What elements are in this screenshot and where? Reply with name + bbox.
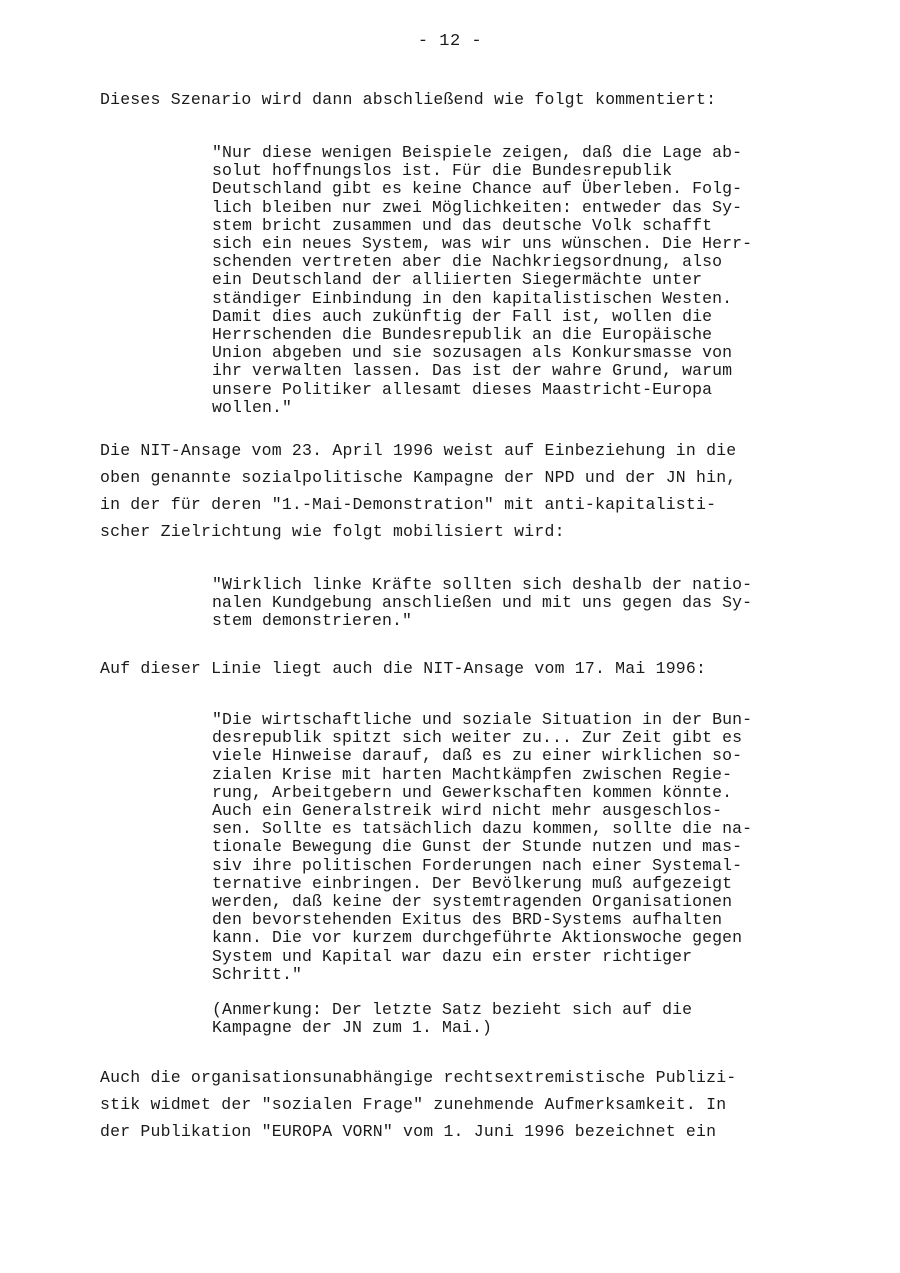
quote-line: ein Deutschland der alliierten Siegermächte unter (212, 270, 703, 290)
quote-line: rung, Arbeitgebern und Gewerkschaften kommen könnte. (212, 782, 733, 802)
text-line: Dieses Szenario wird dann abschließend wie folgt kommentiert: (100, 90, 717, 109)
text-line: in der für deren "1.-Mai-Demonstration" mit anti-kapitalisti- (100, 495, 717, 514)
text-line: Die NIT-Ansage vom 23. April 1996 weist auf Einbeziehung in die (100, 441, 737, 460)
quote-line: lich bleiben nur zwei Möglichkeiten: entweder das Sy- (212, 197, 743, 217)
quote-line: "Nur diese wenigen Beispiele zeigen, daß die Lage ab- (212, 143, 743, 162)
quote-line: ständiger Einbindung in den kapitalistischen Westen. (212, 288, 733, 308)
quote-line: sen. Sollte es tatsächlich dazu kommen, sollte die na- (212, 819, 753, 839)
quote-line: sich ein neues System, was wir uns wünschen. Die Herr- (212, 234, 753, 254)
quote-block-3 (212, 711, 822, 984)
quote-block-2 (212, 576, 822, 631)
quote-line: System und Kapital war dazu ein erster richtiger (212, 946, 693, 966)
quote-line: solut hoffnungslos ist. Für die Bundesrepublik (212, 161, 673, 181)
quote-line: stem bricht zusammen und das deutsche Volk schafft (212, 215, 713, 235)
quote-line: wollen." (212, 397, 293, 417)
quote-line: Schritt." (212, 964, 303, 984)
quote-line: Union abgeben und sie sozusagen als Konkursmasse von (212, 343, 733, 363)
quote-block-1 (212, 144, 822, 417)
text-line: der Publikation "EUROPA VORN" vom 1. Juni 1996 bezeichnet ein (100, 1122, 717, 1141)
quote-line: Damit dies auch zukünftig der Fall ist, wollen die (212, 306, 713, 326)
paragraph-3 (100, 655, 820, 682)
note-line: Kampagne der JN zum 1. Mai.) (212, 1018, 493, 1038)
quote-line: desrepublik spitzt sich weiter zu... Zur Zeit gibt es (212, 728, 743, 748)
annotation-note (212, 1001, 822, 1037)
quote-line: Auch ein Generalstreik wird nicht mehr ausgeschlos- (212, 801, 723, 821)
quote-line: siv ihre politischen Forderungen nach einer Systemal- (212, 855, 743, 875)
quote-line: ternative einbringen. Der Bevölkerung muß aufgezeigt (212, 873, 733, 893)
quote-line: nalen Kundgebung anschließen und mit uns gegen das Sy- (212, 593, 753, 613)
paragraph-4 (100, 1064, 820, 1145)
quote-line: den bevorstehenden Exitus des BRD-Systems aufhalten (212, 910, 723, 930)
intro-paragraph (100, 86, 820, 113)
quote-line: schenden vertreten aber die Nachkriegsordnung, also (212, 252, 723, 272)
quote-line: kann. Die vor kurzem durchgeführte Aktionswoche gegen (212, 928, 743, 948)
quote-line: Herrschenden die Bundesrepublik an die Europäische (212, 325, 713, 345)
quote-line: stem demonstrieren." (212, 611, 413, 631)
quote-line: werden, daß keine der systemtragenden Organisationen (212, 892, 733, 912)
text-line: oben genannte sozialpolitische Kampagne der NPD und der JN hin, (100, 468, 737, 487)
quote-line: unsere Politiker allesamt dieses Maastricht-Europa (212, 379, 713, 399)
page-number: - 12 - (417, 32, 483, 51)
text-line: stik widmet der "sozialen Frage" zunehmende Aufmerksamkeit. In (100, 1095, 727, 1114)
text-line: Auch die organisationsunabhängige rechtsextremistische Publizi- (100, 1068, 737, 1087)
quote-line: zialen Krise mit harten Machtkämpfen zwischen Regie- (212, 764, 733, 784)
quote-line: ihr verwalten lassen. Das ist der wahre Grund, warum (212, 361, 733, 381)
text-line: Auf dieser Linie liegt auch die NIT-Ansage vom 17. Mai 1996: (100, 659, 707, 678)
quote-line: tionale Bewegung die Gunst der Stunde nutzen und mas- (212, 837, 743, 857)
paragraph-2 (100, 437, 820, 545)
note-line: (Anmerkung: Der letzte Satz bezieht sich auf die (212, 1000, 693, 1019)
quote-line: Deutschland gibt es keine Chance auf Überleben. Folg- (212, 179, 743, 199)
quote-line: viele Hinweise darauf, daß es zu einer wirklichen so- (212, 746, 743, 766)
text-line: scher Zielrichtung wie folgt mobilisiert wird: (100, 522, 565, 541)
quote-line: "Wirklich linke Kräfte sollten sich deshalb der natio- (212, 575, 753, 594)
quote-line: "Die wirtschaftliche und soziale Situation in der Bun- (212, 710, 753, 729)
